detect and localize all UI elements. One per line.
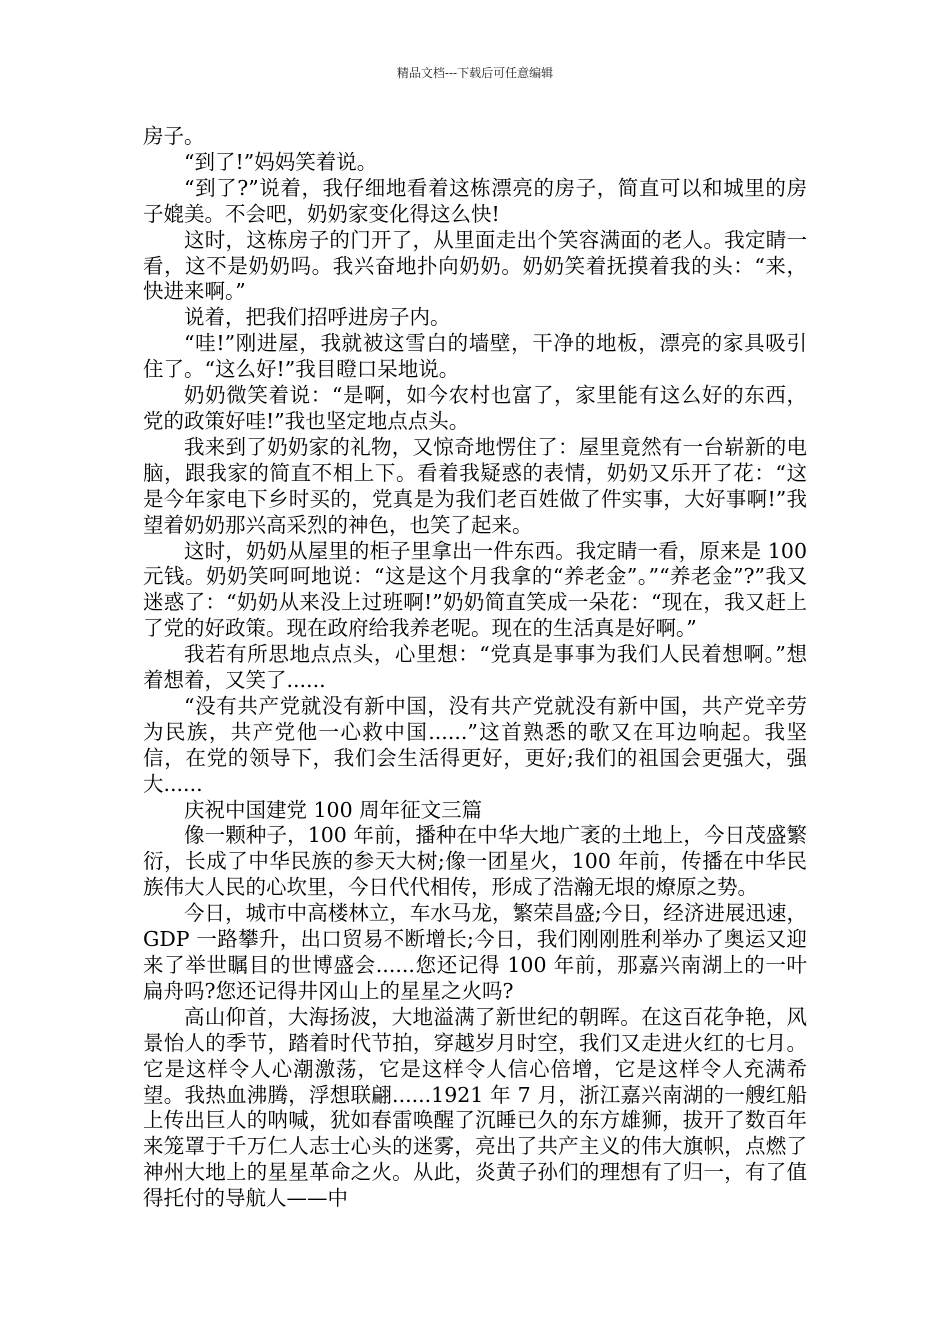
paragraph: “哇!”刚进屋，我就被这雪白的墙壁，干净的地板，漂亮的家具吸引住了。“这么好!”我目瞪口呆地说。: [143, 331, 807, 382]
paragraph: 我若有所思地点点头，心里想：“党真是事事为我们人民着想啊。”想着想着，又笑了......: [143, 642, 807, 693]
paragraph: 这时，奶奶从屋里的柜子里拿出一件东西。我定睛一看，原来是 100 元钱。奶奶笑呵呵地说：“这是这个月我拿的“养老金”。”“养老金”?”我又迷惑了：“奶奶从来没上过班啊!”奶奶简直笑成一朵花：“现在，我又赶上了党的好政策。现在政府给我养老呢。现在的生活真是好啊。”: [143, 538, 807, 641]
paragraph: 说着，把我们招呼进房子内。: [184, 305, 451, 330]
paragraph: 像一颗种子，100 年前，播种在中华大地广袤的土地上，今日茂盛繁衍，长成了中华民族的参天大树;像一团星火，100 年前，传播在中华民族伟大人民的心坎里，今日代代相传，形成了浩瀚无垠的燎原之势。: [143, 823, 807, 900]
paragraph: 高山仰首，大海扬波，大地溢满了新世纪的朝晖。在这百花争艳，风景怡人的季节，踏着时代节拍，穿越岁月时空，我们又走进火红的七月。它是这样令人心潮激荡，它是这样令人信心倍增，它是这样令人充满希望。我热血沸腾，浮想联翩......1921 年 7 月，浙江嘉兴南湖的一艘红船上传出巨人的呐喊，犹如春雷唤醒了沉睡已久的东方雄狮，拔开了数百年来笼罩于千万仁人志士心头的迷雾，亮出了共产主义的伟大旗帜，点燃了神州大地上的星星革命之火。从此，炎黄子孙们的理想有了归一，有了值得托付的导航人——中: [143, 1004, 807, 1211]
paragraph: 今日，城市中高楼林立，车水马龙，繁荣昌盛;今日，经济进展迅速，GDP 一路攀升，出口贸易不断增长;今日，我们刚刚胜利举办了奥运又迎来了举世瞩目的世博盛会......您还记得 100 年前，那嘉兴南湖上的一叶扁舟吗?您还记得井冈山上的星星之火吗?: [143, 901, 807, 1003]
document-body: [143, 124, 807, 1212]
paragraph: “没有共产党就没有新中国，没有共产党就没有新中国，共产党辛劳为民族，共产党他一心救中国......”这首熟悉的歌又在耳边响起。我坚信，在党的领导下，我们会生活得更好，更好;我们的祖国会更强大，强大......: [143, 693, 807, 796]
paragraph: “到了?”说着，我仔细地看着这栋漂亮的房子，简直可以和城里的房子媲美。不会吧，奶奶家变化得这么快!: [143, 175, 807, 226]
paragraph: 我来到了奶奶家的礼物，又惊奇地愣住了：屋里竟然有一台崭新的电脑，跟我家的简直不相上下。看着我疑惑的表情，奶奶又乐开了花：“这是今年家电下乡时买的，党真是为我们老百姓做了件实事，大好事啊!”我望着奶奶那兴高采烈的神色，也笑了起来。: [143, 434, 807, 537]
page-header: 精品文档---下载后可任意编辑: [396, 66, 554, 80]
paragraph: “到了!”妈妈笑着说。: [184, 149, 378, 174]
paragraph: 奶奶微笑着说：“是啊，如今农村也富了，家里能有这么好的东西，党的政策好哇!”我也坚定地点点头。: [143, 383, 807, 433]
paragraph: 这时，这栋房子的门开了，从里面走出个笑容满面的老人。我定睛一看，这不是奶奶吗。我兴奋地扑向奶奶。奶奶笑着抚摸着我的头：“来，快进来啊。”: [143, 227, 807, 304]
paragraph: 房子。: [143, 124, 205, 148]
section-heading: 庆祝中国建党 100 周年征文三篇: [184, 797, 483, 822]
